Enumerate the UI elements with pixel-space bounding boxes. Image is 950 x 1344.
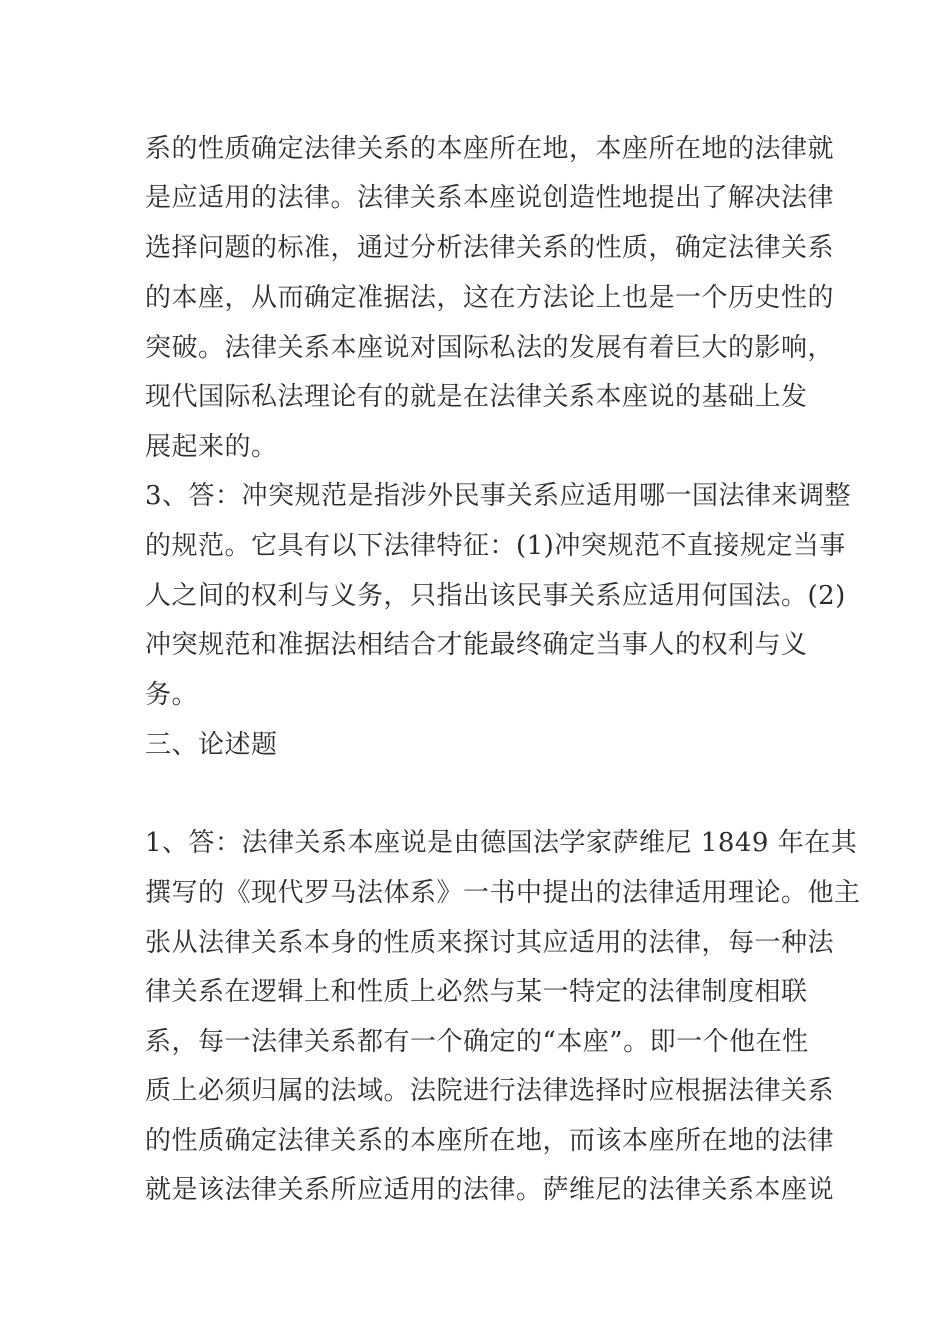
- text-line: 现代国际私法理论有的就是在法律关系本座说的基础上发: [145, 382, 808, 412]
- text-line: 冲突规范和准据法相结合才能最终确定当事人的权利与义: [145, 630, 808, 660]
- text-line: 务。: [145, 680, 199, 710]
- text-line: 的规范。它具有以下法律特征：(1)冲突规范不直接规定当事: [145, 531, 846, 561]
- text-line: 系，每一法律关系都有一个确定的“本座”。即一个他在性: [145, 1027, 809, 1057]
- section-heading: 三、论述题: [145, 730, 278, 760]
- answer-3-line: 3、答：冲突规范是指涉外民事关系应适用哪一国法律来调整: [145, 481, 852, 511]
- text-line: 系的性质确定法律关系的本座所在地，本座所在地的法律就: [145, 134, 835, 164]
- text-line: 的性质确定法律关系的本座所在地，而该本座所在地的法律: [145, 1126, 835, 1156]
- text-line: 是应适用的法律。法律关系本座说创造性地提出了解决法律: [145, 183, 835, 213]
- text-line: 律关系在逻辑上和性质上必然与某一特定的法律制度相联: [145, 977, 808, 1007]
- text-line: 就是该法律关系所应适用的法律。萨维尼的法律关系本座说: [145, 1175, 835, 1205]
- text-line: 选择问题的标准，通过分析法律关系的性质，确定法律关系: [145, 233, 835, 263]
- text-line: 的本座，从而确定准据法，这在方法论上也是一个历史性的: [145, 283, 835, 313]
- text-line: 质上必须归属的法域。法院进行法律选择时应根据法律关系: [145, 1076, 835, 1106]
- text-line: 突破。法律关系本座说对国际私法的发展有着巨大的影响，: [145, 333, 835, 363]
- text-line: 人之间的权利与义务，只指出该民事关系应适用何国法。(2): [145, 581, 846, 611]
- answer-1-line: 1、答：法律关系本座说是由德国法学家萨维尼 1849 年在其: [145, 828, 858, 858]
- text-line: 展起来的。: [145, 432, 278, 462]
- text-line: 撰写的《现代罗马法体系》一书中提出的法律适用理论。他主: [145, 878, 861, 908]
- text-line: 张从法律关系本身的性质来探讨其应适用的法律，每一种法: [145, 928, 835, 958]
